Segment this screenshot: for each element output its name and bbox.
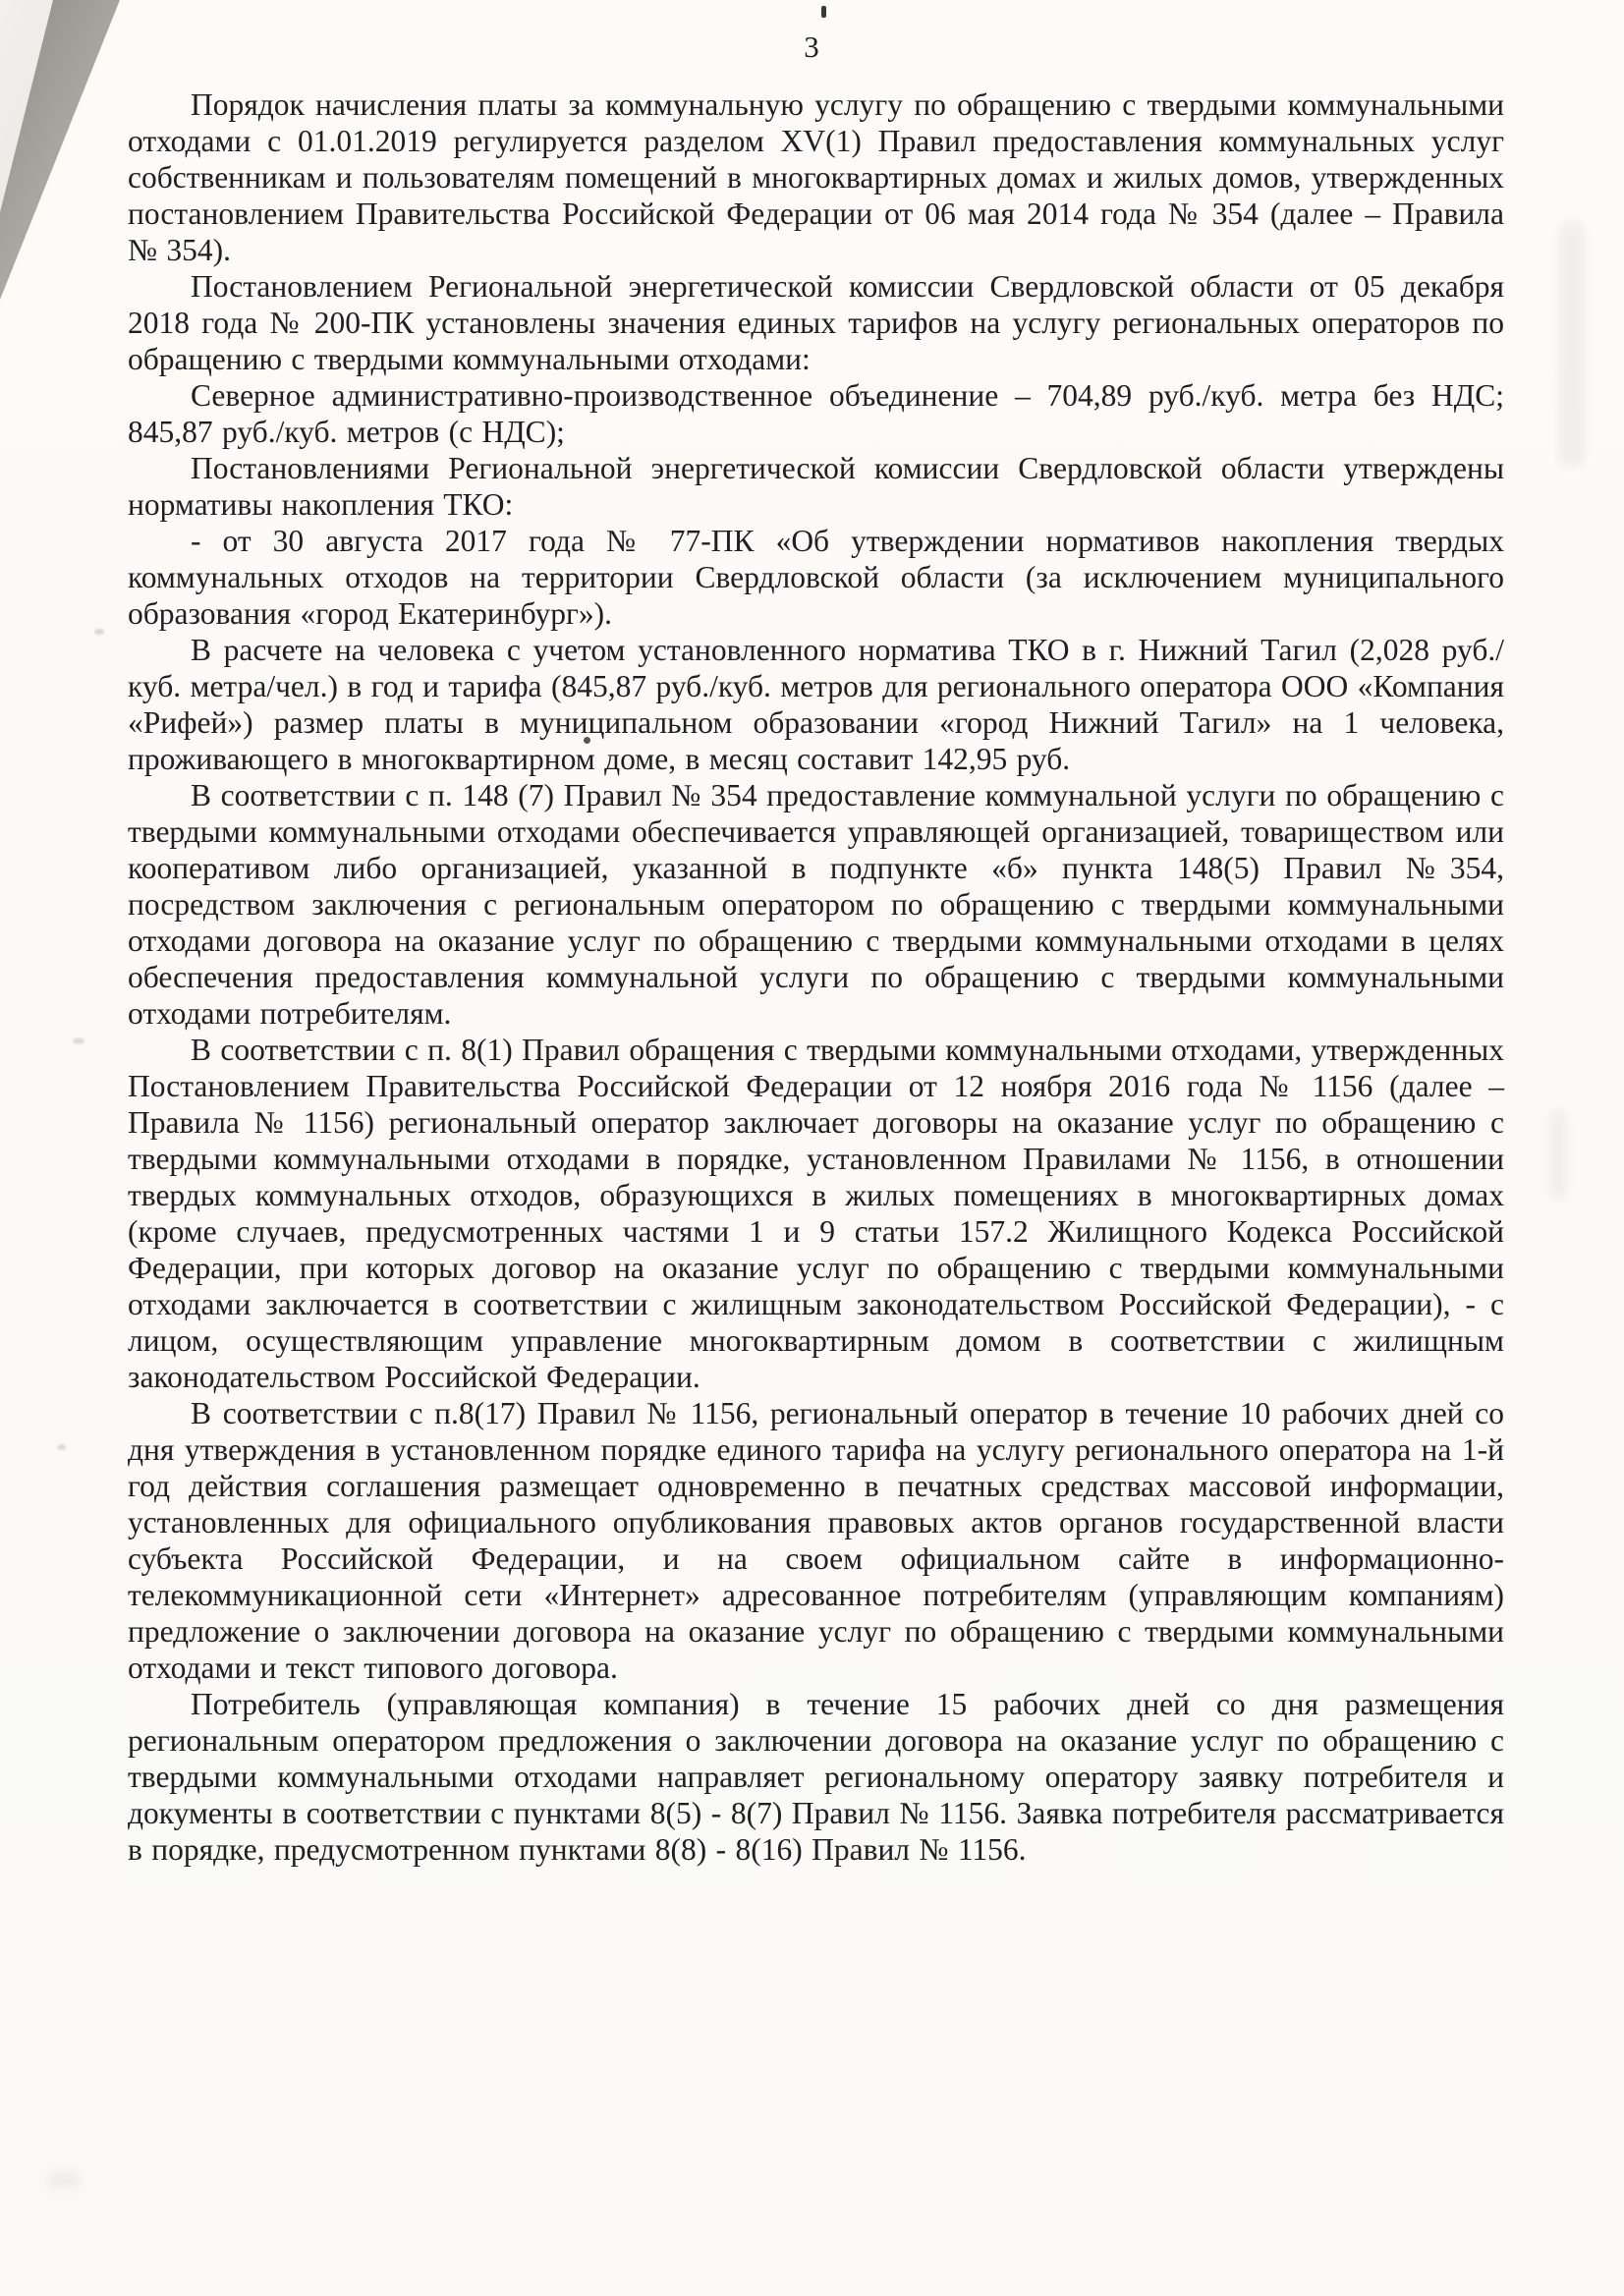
paragraph: Порядок начисления платы за коммунальную услугу по обращению с твердыми коммунальными отходами с 01.01.2019 регулируется разделом XV(1) Правил предоставления коммунальных услуг собственникам и пользователям помещений в многоквартирных домах и жилых домов, утвержденных постановлением Правительства Российской Федерации от 06 мая 2014 года № 354 (далее – Правила № 354). bbox=[128, 87, 1504, 267]
paragraph: В соответствии с п.8(17) Правил № 1156, региональный оператор в течение 10 рабочих дней со дня утверждения в установленном порядке единого тарифа на услугу регионального оператора на 1-й год действия соглашения размещает одновременно в печатных средствах массовой информации, установленных для официального опубликования правовых актов органов государственной власти субъекта Российской Федерации, и на своем официальном сайте в информационно-телекоммуникационной сети «Интернет» адресованное потребителям (управляющим компаниям) предложение о заключении договора на оказание услуг по обращению с твердыми коммунальными отходами и текст типового договора. bbox=[128, 1396, 1504, 1685]
page-number: 3 bbox=[804, 29, 820, 64]
scan-speck bbox=[821, 6, 826, 18]
paragraph: Потребитель (управляющая компания) в течение 15 рабочих дней со дня размещения региональным оператором предложения о заключении договора на оказание услуг по обращению с твердыми коммунальными отходами направляет региональному оператору заявку потребителя и документы в соответствии с пунктами 8(5) - 8(7) Правил № 1156. Заявка потребителя рассматривается в порядке, предусмотренном пунктами 8(8) - 8(16) Правил № 1156. bbox=[128, 1687, 1504, 1867]
scan-speck bbox=[73, 1037, 84, 1044]
scan-speck bbox=[57, 1444, 66, 1450]
paragraph: В расчете на человека с учетом установленного норматива ТКО в г. Нижний Тагил (2,028 руб./куб. метра/чел.) в год и тарифа (845,87 руб./куб. метров для регионального оператора ООО «Компания «Рифей») размер платы в муниципальном образовании «город Нижний Тагил» на 1 человека, проживающего в многоквартирном доме, в месяц составит 142,95 руб. bbox=[128, 633, 1504, 776]
scan-smudge bbox=[1549, 1110, 1567, 1199]
scan-speck bbox=[94, 629, 104, 635]
scan-smudge bbox=[47, 2172, 81, 2188]
paragraph: Постановлениями Региональной энергетической комиссии Свердловской области утверждены нормативы накопления ТКО: bbox=[128, 451, 1504, 522]
paragraph: Постановлением Региональной энергетической комиссии Свердловской области от 05 декабря 2018 года № 200-ПК установлены значения единых тарифов на услугу региональных операторов по обращению с твердыми коммунальными отходами: bbox=[128, 269, 1504, 376]
scan-smudge bbox=[1559, 221, 1585, 467]
document-text-block bbox=[128, 86, 1504, 1868]
paragraph: - от 30 августа 2017 года № 77-ПК «Об утверждении нормативов накопления твердых коммунальных отходов на территории Свердловской области (за исключением муниципального образования «город Екатеринбург»). bbox=[128, 524, 1504, 631]
paragraph: В соответствии с п. 8(1) Правил обращения с твердыми коммунальными отходами, утвержденных Постановлением Правительства Российской Федерации от 12 ноября 2016 года № 1156 (далее – Правила № 1156) региональный оператор заключает договоры на оказание услуг по обращению с твердыми коммунальными отходами в порядке, установленном Правилами № 1156, в отношении твердых коммунальных отходов, образующихся в жилых помещениях в многоквартирных домах (кроме случаев, предусмотренных частями 1 и 9 статьи 157.2 Жилищного Кодекса Российской Федерации, при которых договор на оказание услуг по обращению с твердыми коммунальными отходами заключается в соответствии с жилищным законодательством Российской Федерации), - с лицом, осуществляющим управление многоквартирным домом в соответствии с жилищным законодательством Российской Федерации. bbox=[128, 1033, 1504, 1394]
paragraph: В соответствии с п. 148 (7) Правил № 354 предоставление коммунальной услуги по обращению с твердыми коммунальными отходами обеспечивается управляющей организацией, товариществом или кооперативом либо организацией, указанной в подпункте «б» пункта 148(5) Правил №354, посредством заключения с региональным оператором по обращению с твердыми коммунальными отходами договора на оказание услуг по обращению с твердыми коммунальными отходами в целях обеспечения предоставления коммунальной услуги по обращению с твердыми коммунальными отходами потребителям. bbox=[128, 778, 1504, 1031]
paragraph: Северное административно-производственное объединение – 704,89 руб./куб. метра без НДС; 845,87 руб./куб. метров (с НДС); bbox=[128, 378, 1504, 449]
